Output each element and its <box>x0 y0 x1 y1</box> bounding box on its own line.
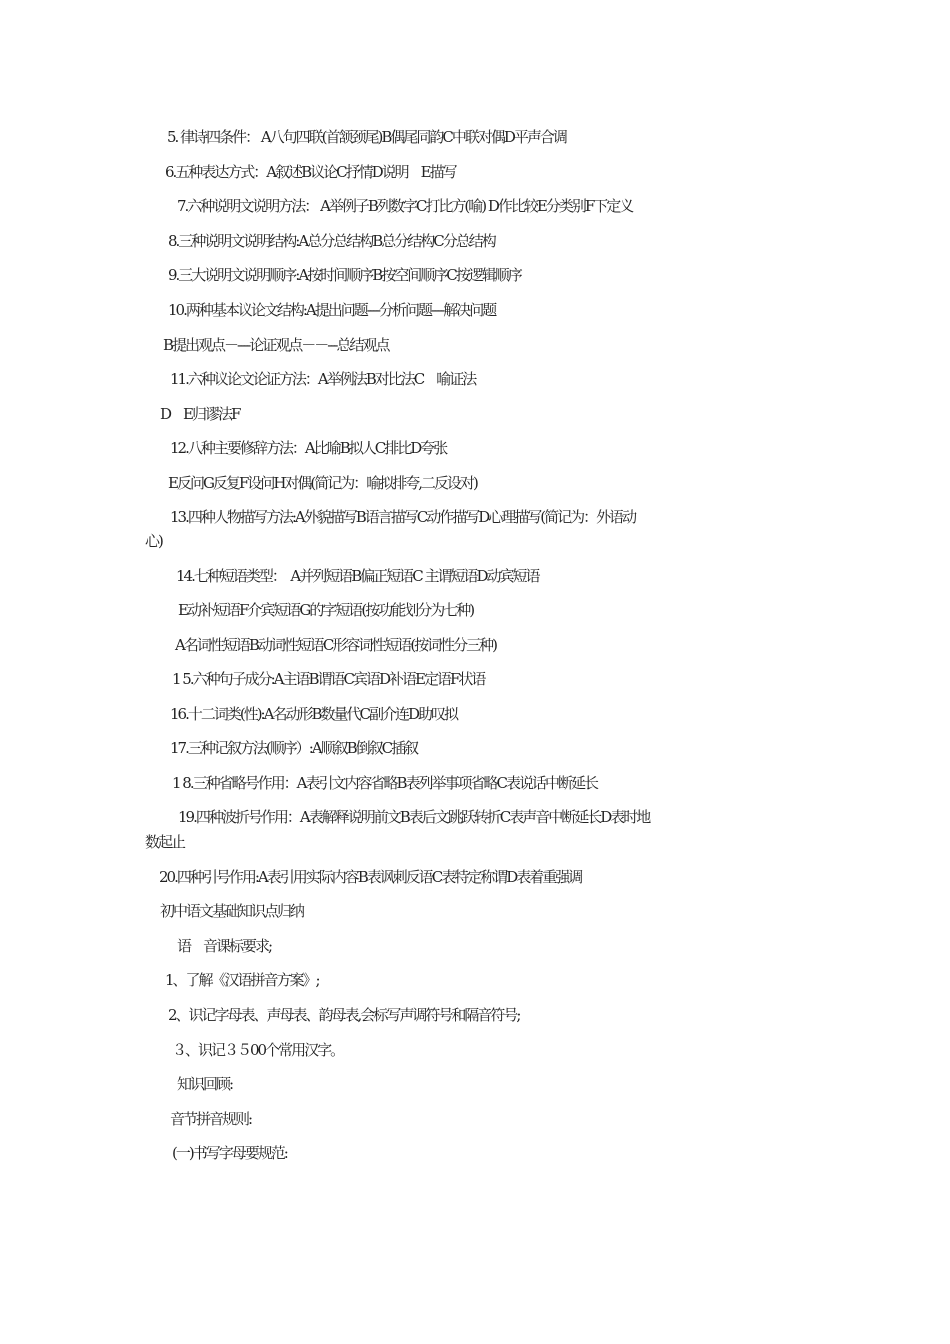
text-line-12: 13.四种人物描写方法:A外貌描写B语言描写C动作描写D心理描写(简记为：外语动 <box>170 508 636 526</box>
text-line-19: 17.三种记叙方法(顺序）:A顺叙B倒叙C插叙 <box>170 739 418 757</box>
text-line-8: 11.六种议论文论证方法：A举例法B对比法C 喻证法 <box>170 370 476 388</box>
text-line-22: 数起止 <box>145 833 185 851</box>
text-line-30: 音节拼音规则: <box>170 1110 252 1128</box>
text-line-31: (一)书写字母要规范: <box>172 1144 287 1162</box>
text-line-24: 初中语文基础知识点归纳 <box>160 902 304 920</box>
text-line-26: 1、了解《汉语拼音方案》; <box>165 971 319 989</box>
text-line-28: ３、识记３５00个常用汉字。 <box>172 1041 344 1059</box>
text-line-23: 20.四种引号作用:A表引用实际内容B表讽刺反语C表特定称谓D表着重强调 <box>159 868 582 886</box>
text-line-3: 7.六种说明文说明方法： A举例子B列数字C打比方(喻) D作比较E分类别F下定义 <box>177 197 633 215</box>
text-line-29: 知识回顾: <box>177 1075 233 1093</box>
text-line-18: 16.十二词类(性):A名动形B数量代C副介连D助叹拟 <box>170 705 457 723</box>
text-line-11: E反问G反复F设问H对偶(简记为：喻拟排夸,二反设对) <box>168 474 477 492</box>
text-line-15: E动补短语F介宾短语G的字短语(按功能划分为七种) <box>178 601 474 619</box>
text-line-21: 19.四种波折号作用：A表解释说明前文B表后文跳跃转折C表声音中断延长D表时地 <box>178 808 650 826</box>
text-line-1: 5. 律诗四条件： A八句四联(首颔颈尾)B偶尾同韵C中联对偶D平声合调 <box>167 128 566 146</box>
text-line-27: 2、识记字母表、声母表、韵母表,会标写声调符号和隔音符号; <box>168 1006 520 1024</box>
text-line-4: 8.三种说明文说明结构:A总分总结构B总分结构C分总结构 <box>168 232 495 250</box>
text-line-7: B提出观点－----论证观点－－---总结观点 <box>163 336 389 354</box>
text-line-6: 10.两种基本议论文结构:A提出问题----分析问题----解决问题 <box>168 301 496 319</box>
text-line-25: 语 音课标要求; <box>177 937 272 955</box>
text-line-14: 14.七种短语类型： A并列短语B偏正短语C 主谓短语D动宾短语 <box>176 567 539 585</box>
text-line-2: 6.五种表达方式：A叙述B议论C抒情D说明 E描写 <box>165 163 456 181</box>
text-line-16: A名词性短语B动词性短语C形容词性短语(按词性分三种) <box>175 636 497 654</box>
text-line-20: 1 8.三种省略号作用：A表引文内容省略B表列举事项省略C表说话中断延长 <box>172 774 597 792</box>
text-line-10: 12.八种主要修辞方法：A比喻B拟人C排比D夸张 <box>170 439 447 457</box>
text-line-17: 1 5.六种句子成分:A主语B谓语C宾语D补语E定语F状语 <box>172 670 485 688</box>
text-line-13: 心) <box>145 532 162 550</box>
text-line-5: 9.三大说明文说明顺序:A按时间顺序B按空间顺序C按逻辑顺序 <box>168 266 521 284</box>
text-line-9: D E归谬法F <box>160 405 240 423</box>
